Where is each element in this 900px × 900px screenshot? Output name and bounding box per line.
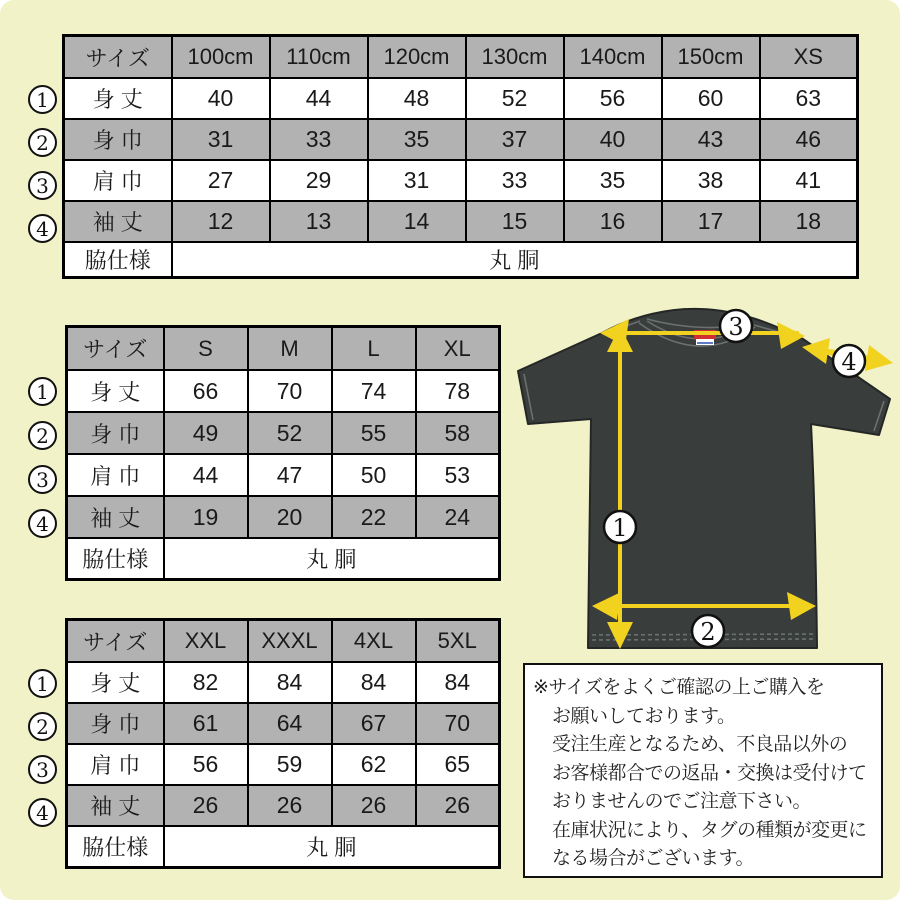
notice-line: なる場合がございます。 bbox=[552, 848, 754, 869]
row-label: 袖 丈 bbox=[67, 496, 164, 538]
table-cell: 62 bbox=[332, 744, 416, 785]
table-cell: 17 bbox=[662, 201, 760, 242]
table-cell: 13 bbox=[270, 201, 368, 242]
table-cell: 31 bbox=[172, 119, 270, 160]
table-cell: 53 bbox=[416, 454, 500, 496]
row-label: 肩 巾 bbox=[67, 744, 164, 785]
table-cell: 24 bbox=[416, 496, 500, 538]
table-cell: 14 bbox=[368, 201, 466, 242]
size-header-label: サイズ bbox=[64, 36, 172, 79]
row-marker-1: 1 bbox=[28, 377, 57, 406]
table-cell: 37 bbox=[466, 119, 564, 160]
table-cell: 70 bbox=[248, 370, 332, 412]
table-cell: 22 bbox=[332, 496, 416, 538]
table-cell: 33 bbox=[270, 119, 368, 160]
measure-marker-1: 1 bbox=[612, 514, 628, 542]
row-label: 身 丈 bbox=[64, 78, 172, 119]
column-header: 5XL bbox=[416, 620, 500, 663]
size-table-adult bbox=[65, 325, 501, 581]
table-cell: 16 bbox=[564, 201, 662, 242]
table-cell: 55 bbox=[332, 412, 416, 454]
row-marker-3: 3 bbox=[28, 755, 57, 784]
table-cell: 74 bbox=[332, 370, 416, 412]
table-cell: 35 bbox=[564, 160, 662, 201]
column-header: XXXL bbox=[248, 620, 332, 663]
table-cell: 78 bbox=[416, 370, 500, 412]
size-table-kids bbox=[62, 34, 859, 279]
column-header: XS bbox=[760, 36, 858, 79]
column-header: 4XL bbox=[332, 620, 416, 663]
measure-marker-4: 4 bbox=[841, 348, 857, 376]
row-marker-1: 1 bbox=[28, 669, 57, 698]
row-label: 身 巾 bbox=[67, 412, 164, 454]
row-marker-1: 1 bbox=[28, 85, 57, 114]
table-cell: 47 bbox=[248, 454, 332, 496]
table-cell: 44 bbox=[164, 454, 248, 496]
table-row-body-length bbox=[67, 370, 500, 412]
notice-line: お客様都合での返品・交換は受付けて bbox=[552, 762, 867, 784]
table-cell: 56 bbox=[164, 744, 248, 785]
row-marker-4: 4 bbox=[28, 798, 57, 827]
notice-line: ※サイズをよくご確認の上ご購入を bbox=[533, 677, 825, 698]
column-header: M bbox=[248, 327, 332, 371]
tshirt-diagram bbox=[505, 303, 895, 657]
table-cell: 40 bbox=[172, 78, 270, 119]
size-table-big bbox=[65, 618, 501, 869]
row-label: 身 巾 bbox=[64, 119, 172, 160]
table-row-body-width bbox=[67, 412, 500, 454]
table-cell: 26 bbox=[248, 785, 332, 826]
row-marker-2: 2 bbox=[28, 421, 57, 450]
side-spec-value: 丸 胴 bbox=[164, 538, 500, 580]
table-cell: 63 bbox=[760, 78, 858, 119]
table-cell: 29 bbox=[270, 160, 368, 201]
table-cell: 43 bbox=[662, 119, 760, 160]
table-cell: 26 bbox=[332, 785, 416, 826]
table-cell: 35 bbox=[368, 119, 466, 160]
side-spec-value: 丸 胴 bbox=[172, 242, 858, 278]
measure-marker-3: 3 bbox=[728, 313, 744, 341]
column-header: 150cm bbox=[662, 36, 760, 79]
row-marker-3: 3 bbox=[28, 465, 57, 494]
table-cell: 84 bbox=[416, 662, 500, 703]
table-cell: 31 bbox=[368, 160, 466, 201]
row-label: 身 巾 bbox=[67, 703, 164, 744]
row-marker-2: 2 bbox=[28, 712, 57, 741]
column-header: S bbox=[164, 327, 248, 371]
table-cell: 44 bbox=[270, 78, 368, 119]
table-cell: 65 bbox=[416, 744, 500, 785]
table-row-side-spec bbox=[67, 538, 500, 580]
table-cell: 33 bbox=[466, 160, 564, 201]
table-row-sleeve-length bbox=[67, 785, 500, 826]
size-header-label: サイズ bbox=[67, 327, 164, 371]
table-cell: 70 bbox=[416, 703, 500, 744]
column-header: 110cm bbox=[270, 36, 368, 79]
table-row-side-spec bbox=[64, 242, 858, 278]
table-row-shoulder-width bbox=[67, 744, 500, 785]
row-label: 身 丈 bbox=[67, 662, 164, 703]
row-label: 袖 丈 bbox=[64, 201, 172, 242]
table-cell: 52 bbox=[466, 78, 564, 119]
table-row-body-length bbox=[64, 78, 858, 119]
table-row-sleeve-length bbox=[67, 496, 500, 538]
side-spec-label: 脇仕様 bbox=[67, 538, 164, 580]
row-label: 袖 丈 bbox=[67, 785, 164, 826]
table-cell: 58 bbox=[416, 412, 500, 454]
table-cell: 19 bbox=[164, 496, 248, 538]
measure-marker-2: 2 bbox=[700, 618, 716, 646]
column-header: 140cm bbox=[564, 36, 662, 79]
table-cell: 48 bbox=[368, 78, 466, 119]
table-cell: 64 bbox=[248, 703, 332, 744]
row-label: 肩 巾 bbox=[64, 160, 172, 201]
table-cell: 50 bbox=[332, 454, 416, 496]
row-marker-2: 2 bbox=[28, 128, 57, 157]
table-cell: 56 bbox=[564, 78, 662, 119]
side-spec-label: 脇仕様 bbox=[67, 826, 164, 868]
size-header-label: サイズ bbox=[67, 620, 164, 663]
notice-line: おりませんのでご注意下さい。 bbox=[552, 791, 812, 812]
table-cell: 84 bbox=[248, 662, 332, 703]
table-cell: 82 bbox=[164, 662, 248, 703]
table-cell: 38 bbox=[662, 160, 760, 201]
row-marker-4: 4 bbox=[28, 214, 57, 243]
table-cell: 41 bbox=[760, 160, 858, 201]
table-cell: 49 bbox=[164, 412, 248, 454]
table-row-sleeve-length bbox=[64, 201, 858, 242]
row-label: 身 丈 bbox=[67, 370, 164, 412]
side-spec-label: 脇仕様 bbox=[64, 242, 172, 278]
notice-line: 在庫状況により、タグの種類が変更に bbox=[552, 819, 867, 841]
table-cell: 66 bbox=[164, 370, 248, 412]
table-cell: 46 bbox=[760, 119, 858, 160]
table-cell: 60 bbox=[662, 78, 760, 119]
table-row-body-length bbox=[67, 662, 500, 703]
notice-line: 受注生産となるため、不良品以外の bbox=[552, 734, 848, 755]
table-row-side-spec bbox=[67, 826, 500, 868]
table-cell: 67 bbox=[332, 703, 416, 744]
table-row-body-width bbox=[64, 119, 858, 160]
table-cell: 84 bbox=[332, 662, 416, 703]
column-header: 120cm bbox=[368, 36, 466, 79]
column-header: L bbox=[332, 327, 416, 371]
table-row-shoulder-width bbox=[64, 160, 858, 201]
table-cell: 18 bbox=[760, 201, 858, 242]
table-cell: 15 bbox=[466, 201, 564, 242]
column-header: XL bbox=[416, 327, 500, 371]
column-header: 100cm bbox=[172, 36, 270, 79]
table-cell: 12 bbox=[172, 201, 270, 242]
row-marker-4: 4 bbox=[28, 509, 57, 538]
side-spec-value: 丸 胴 bbox=[164, 826, 500, 868]
row-label: 肩 巾 bbox=[67, 454, 164, 496]
table-cell: 20 bbox=[248, 496, 332, 538]
column-header: 130cm bbox=[466, 36, 564, 79]
table-row-body-width bbox=[67, 703, 500, 744]
table-cell: 26 bbox=[164, 785, 248, 826]
row-marker-3: 3 bbox=[28, 171, 57, 200]
notice-line: お願いしております。 bbox=[552, 705, 736, 727]
table-cell: 52 bbox=[248, 412, 332, 454]
table-cell: 40 bbox=[564, 119, 662, 160]
table-cell: 26 bbox=[416, 785, 500, 826]
column-header: XXL bbox=[164, 620, 248, 663]
purchase-notice-box bbox=[523, 663, 883, 878]
table-cell: 27 bbox=[172, 160, 270, 201]
table-cell: 61 bbox=[164, 703, 248, 744]
table-row-shoulder-width bbox=[67, 454, 500, 496]
table-cell: 59 bbox=[248, 744, 332, 785]
